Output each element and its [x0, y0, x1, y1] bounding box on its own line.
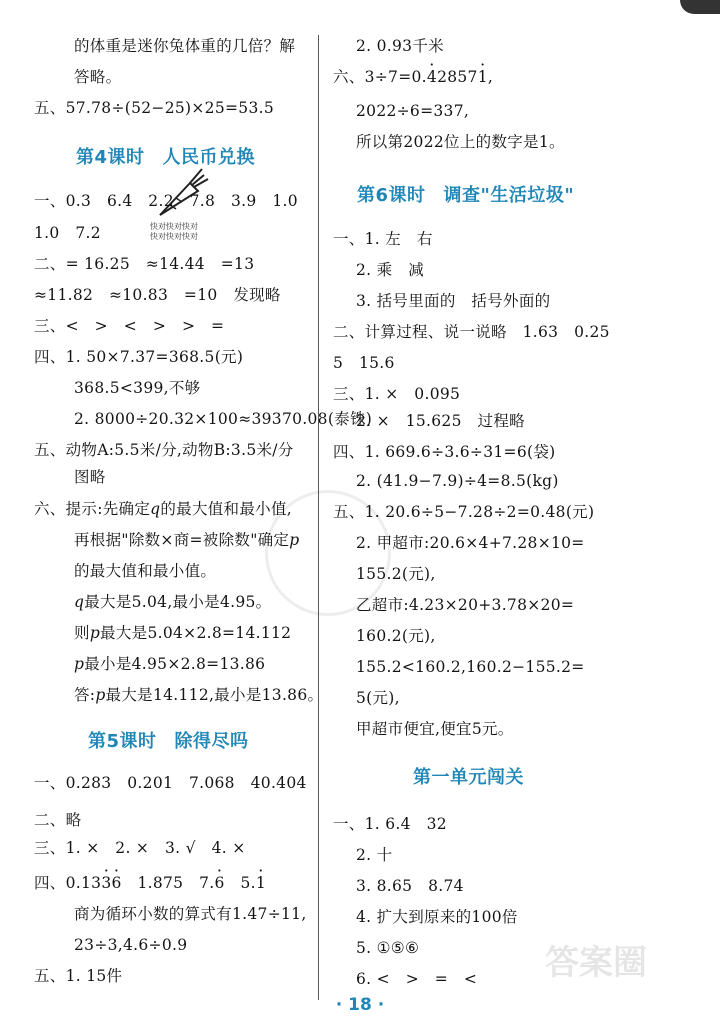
lesson-number: 第4课时 [76, 147, 145, 168]
stamp-text: 快对快对快对 [150, 232, 198, 241]
text-line [34, 873, 266, 893]
text-line: 368.5<399,不够 [74, 379, 201, 397]
text-line [333, 67, 493, 87]
right-column [323, 0, 720, 1025]
text-line: 2. 8000÷20.32×100≈39370.08(泰铢) [74, 410, 373, 428]
text-line: 5(元), [356, 689, 400, 707]
text-part: 2857 [437, 68, 478, 86]
text-line: 二、= 16.25 ≈14.44 =13 [34, 255, 255, 273]
text-line: 5. ①⑤⑥ [356, 939, 420, 957]
variable: p [289, 531, 300, 549]
text-line: 图略 [74, 468, 106, 486]
text-part: 六、3÷7=0. [333, 68, 427, 86]
text-line: 2. 乘 减 [356, 261, 425, 279]
text-line: 甲超市便宜,便宜5元。 [356, 720, 514, 738]
lesson-number: 第5课时 [88, 731, 157, 752]
text-line: 的最大值和最小值。 [74, 562, 217, 580]
variable: p [95, 686, 106, 704]
unit-heading: 第一单元闯关 [413, 767, 524, 788]
lesson-heading-6 [357, 181, 574, 207]
text-line: 3. 8.65 8.74 [356, 877, 464, 895]
text-line: 三、1. × 0.095 [333, 385, 461, 403]
repeating-digit: · 3 [101, 873, 111, 893]
text-line: 的体重是迷你兔体重的几倍？解 [74, 37, 296, 55]
repeating-digit: · 6 [111, 873, 121, 893]
text-part: 答: [74, 686, 96, 704]
text-part: 最小是4.95×2.8=13.86 [84, 655, 266, 673]
text-line [74, 623, 291, 643]
text-line: 五、1. 20.6÷5−7.28÷2=0.48(元) [333, 503, 595, 521]
variable: q [74, 593, 85, 611]
text-line [74, 654, 265, 674]
text-line: 商为循环小数的算式有1.47÷11, [74, 905, 307, 923]
variable: p [74, 655, 85, 673]
lesson-title: 调查"生活垃圾" [443, 185, 575, 206]
text-line: 三、1. × 2. × 3. √ 4. × [34, 839, 246, 857]
text-line: 2022÷6=337, [356, 102, 470, 120]
text-line: 乙超市:4.23×20+3.78×20= [356, 596, 575, 614]
text-part: , [487, 68, 494, 86]
text-line: 155.2<160.2,160.2−155.2= [356, 658, 585, 676]
text-line: 三、< > < > > = [34, 317, 225, 335]
repeating-digit: · 1 [256, 873, 266, 893]
text-part: 六、提示:先确定 [34, 500, 151, 518]
repeating-digit: · 1 [478, 67, 488, 87]
text-line: 1.0 7.2 [34, 224, 101, 242]
text-part: 最大是14.112,最小是13.86。 [105, 686, 324, 704]
text-line: ≈11.82 ≈10.83 =10 发现略 [34, 286, 281, 304]
variable: q [150, 500, 161, 518]
text-line: 五、动物A:5.5米/分,动物B:3.5米/分 [34, 441, 294, 459]
text-line: 二、略 [34, 811, 82, 829]
lesson-heading-5 [88, 727, 249, 753]
page-number: · 18 · [335, 995, 385, 1015]
text-line [74, 592, 272, 612]
text-part: 5. [224, 874, 256, 892]
text-line: 2. 甲超市:20.6×4+7.28×10= [356, 534, 585, 552]
text-part: 则 [74, 624, 90, 642]
text-line: 2. (41.9−7.9)÷4=8.5(kg) [356, 472, 559, 490]
text-line: 四、1. 669.6÷3.6÷31=6(袋) [333, 443, 556, 461]
lesson-title: 人民币兑换 [162, 147, 256, 168]
text-line: 答略。 [74, 68, 122, 86]
text-part: 四、0.13 [34, 874, 102, 892]
repeating-digit: · 4 [427, 67, 437, 87]
variable: p [89, 624, 101, 642]
stamp-text: 快对快对快对 [150, 222, 198, 231]
lesson-number: 第6课时 [357, 185, 426, 206]
text-part: 再根据"除数×商=被除数"确定 [74, 531, 290, 549]
text-line: 23÷3,4.6÷0.9 [74, 936, 188, 954]
text-line: 4. 扩大到原来的100倍 [356, 908, 518, 926]
text-part: 1.875 7. [121, 874, 215, 892]
text-line: 一、1. 左 右 [333, 230, 433, 248]
text-line: 2. 十 [356, 846, 393, 864]
text-line: 3. 括号里面的 括号外面的 [356, 292, 551, 310]
text-line [74, 685, 323, 705]
text-line: 五、1. 15件 [34, 967, 123, 985]
text-part: 最大是5.04,最小是4.95。 [84, 593, 272, 611]
text-line: 五、57.78÷(52−25)×25=53.5 [34, 99, 274, 117]
text-line: 一、0.283 0.201 7.068 40.404 [34, 774, 307, 792]
lesson-title: 除得尽吗 [174, 731, 249, 752]
text-line: 2. 0.93千米 [356, 37, 444, 55]
text-line: 二、计算过程、说一说略 1.63 0.25 [333, 323, 610, 341]
text-line: 2. × 15.625 过程略 [356, 412, 525, 430]
watermark-text: 答案圈 [545, 943, 647, 983]
text-line: 160.2(元), [356, 627, 436, 645]
text-line: 所以第2022位上的数字是1。 [356, 133, 565, 151]
text-part: 的最大值和最小值, [160, 500, 292, 518]
text-line: 6. < > = < [356, 970, 478, 988]
text-part: 最大是5.04×2.8=14.112 [100, 624, 292, 642]
text-line [34, 499, 292, 519]
stamp [150, 222, 198, 242]
watermark-circle [265, 490, 391, 616]
text-line: 四、1. 50×7.37=368.5(元) [34, 348, 244, 366]
text-line: 一、0.3 6.4 2.2 7.8 3.9 1.0 [34, 192, 298, 210]
repeating-digit: · 6 [215, 873, 225, 893]
text-line: 155.2(元), [356, 565, 436, 583]
text-line: 5 15.6 [333, 354, 395, 372]
text-line: 一、1. 6.4 32 [333, 815, 447, 833]
